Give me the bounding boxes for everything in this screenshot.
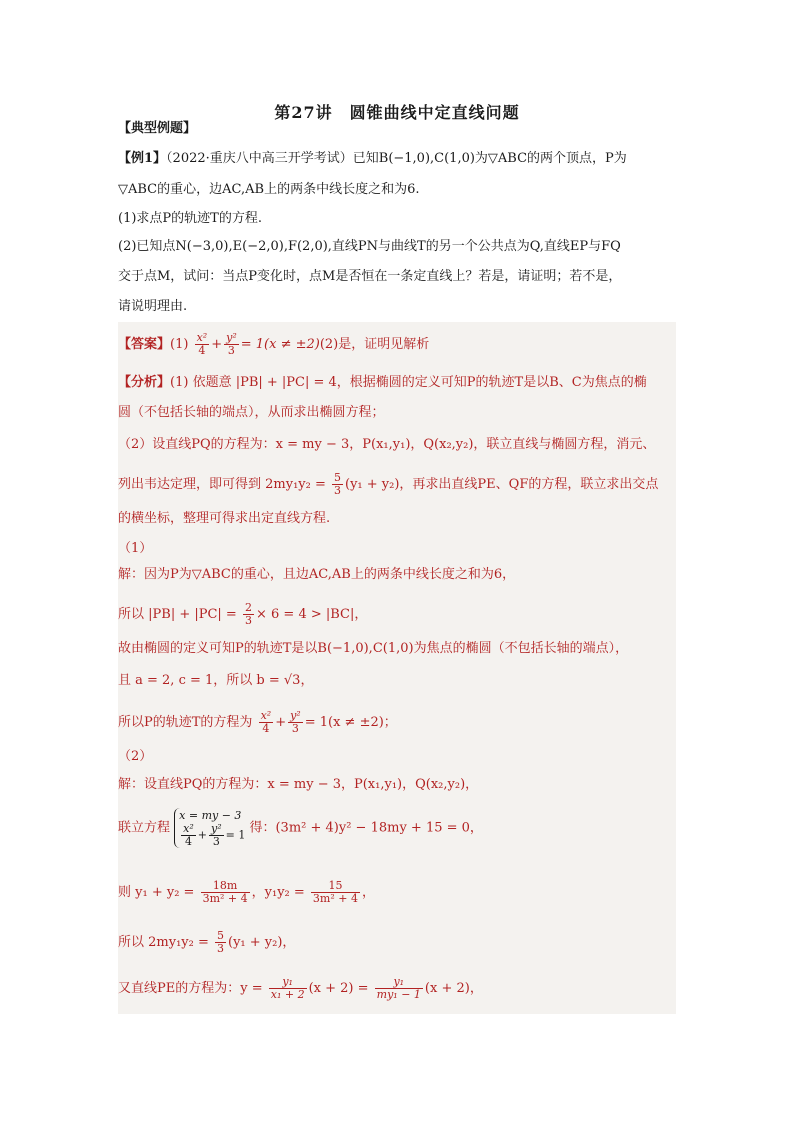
answer-part2: (2)是，证明见解析 xyxy=(319,337,430,352)
solution-1-line-3: 故由椭圆的定义可知P的轨迹T是以B(−1,0),C(1,0)为焦点的椭圆（不包括长轴的端点）， xyxy=(118,641,629,656)
analysis-text-4b: (y₁ + y₂)，再求出直线PE、QF的方程，联立求出交点 xyxy=(345,477,659,492)
fraction-y: $\frac{\text{y²}}{3}$ xyxy=(226,331,237,357)
solution-1-heading: （1） xyxy=(118,541,153,556)
solution-1-text-5a: 所以P的轨迹T的方程为 xyxy=(118,715,253,730)
fraction-x-2: $\frac{\text{x²}}{4}$ xyxy=(260,709,272,735)
fraction-pe-1: $\frac{\text{y₁}}{\text{x₁ + 2}}$ xyxy=(270,975,305,1001)
solution-2-line-5 xyxy=(118,976,483,1001)
fraction-5-3-b: $\frac{5}{3}$ xyxy=(217,929,225,955)
equation-system: x = my − 3 $\frac{\text{x²}}{4}$ + $\frac{\text{y²}}{3}$ = 1 xyxy=(174,808,245,848)
analysis-line-4 xyxy=(118,472,658,497)
solution-1-text-5b: = 1(x ≠ ±2)； xyxy=(304,715,397,730)
question-2-line-1: (2)已知点N(−3,0),E(−2,0),F(2,0),直线PN与曲线T的另一个公共点为Q,直线EP与FQ xyxy=(118,239,621,254)
fraction-y-2: $\frac{\text{y²}}{3}$ xyxy=(290,709,301,735)
solution-1-line-4: 且 a = 2, c = 1，所以 b = √3， xyxy=(118,673,314,688)
answer-equation-rest: = 1(x ≠ ±2) xyxy=(240,337,320,352)
solution-2-text-4a: 所以 2my₁y₂ = xyxy=(118,935,209,950)
answer-panel xyxy=(118,322,676,1014)
fraction-15: $\frac{15}{\text{3m² + 4}}$ xyxy=(312,879,358,905)
solution-2-line-1: 解：设直线PQ的方程为：x = my − 3，P(x₁,y₁)，Q(x₂,y₂)， xyxy=(118,777,479,792)
fraction-y-3: $\frac{\text{y²}}{3}$ xyxy=(211,822,222,848)
problem-line-2: ▽ABC的重心，边AC,AB上的两条中线长度之和为6. xyxy=(118,182,420,197)
solution-2-text-2a: 联立方程 xyxy=(118,820,171,836)
fraction-x-3: $\frac{\text{x²}}{4}$ xyxy=(183,822,194,848)
problem-tag: 【例1】 xyxy=(118,151,167,166)
solution-2-line-2 xyxy=(118,808,483,848)
answer-part1-label: (1) xyxy=(170,337,189,352)
answer-line: 【答案】(1) $\frac{\text{x²}}{4}$ + $\frac{\text{y²}}{3}$ = 1(x ≠ ±2)(2)是，证明见解析 xyxy=(118,331,430,357)
solution-2-text-3a: 则 y₁ + y₂ = xyxy=(118,885,195,900)
fraction-18m: $\frac{18m}{\text{3m² + 4}}$ xyxy=(202,879,248,905)
fraction-5-3: $\frac{5}{3}$ xyxy=(334,471,342,497)
solution-2-text-5a: 又直线PE的方程为：y = xyxy=(118,981,263,996)
fraction-x: $\frac{\text{x²}}{4}$ xyxy=(196,331,208,357)
solution-2-text-5c: (x + 2)， xyxy=(424,981,483,996)
question-1: (1)求点P的轨迹T的方程. xyxy=(118,211,262,226)
solution-2-line-4 xyxy=(118,930,295,955)
section-heading: 【典型例题】 xyxy=(118,121,197,136)
solution-2-text-3b: ，y₁y₂ = xyxy=(251,885,305,900)
solution-2-line-3 xyxy=(118,880,375,905)
solution-2-text-2b: 得：(3m² + 4)y² − 18my + 15 = 0， xyxy=(249,820,483,836)
solution-1-line-2 xyxy=(118,602,367,627)
analysis-text-1: (1) 依题意 |PB| + |PC| = 4，根据椭圆的定义可知P的轨迹T是以B、C为焦点的椭 xyxy=(170,375,647,390)
question-2-line-2: 交于点M，试问：当点P变化时，点M是否恒在一条定直线上？若是，请证明；若不是， xyxy=(118,269,622,284)
analysis-line-3: （2）设直线PQ的方程为：x = my − 3，P(x₁,y₁)，Q(x₂,y₂)，联立直线与椭圆方程，消元、 xyxy=(118,437,656,452)
analysis-text-4a: 列出韦达定理，即可得到 2my₁y₂ = xyxy=(118,477,326,492)
problem-text: （2022·重庆八中高三开学考试）已知B(−1,0),C(1,0)为▽ABC的两个顶点，P为 xyxy=(166,151,627,166)
page-title: 第27讲 圆锥曲线中定直线问题 xyxy=(274,103,520,122)
analysis-line-1 xyxy=(118,374,647,392)
answer-tag: 【答案】 xyxy=(118,337,171,352)
analysis-tag: 【分析】 xyxy=(118,375,171,390)
solution-1-text-2b: × 6 = 4 > |BC|， xyxy=(255,607,368,622)
solution-1-text-2a: 所以 |PB| + |PC| = xyxy=(118,607,237,622)
solution-1-line-1: 解：因为P为▽ABC的重心，且边AC,AB上的两条中线长度之和为6， xyxy=(118,567,516,582)
solution-1-line-5: 所以P的轨迹T的方程为 $\frac{\text{x²}}{4}$ + $\frac{\text{y²}}{3}$ = 1(x ≠ ±2)； xyxy=(118,709,397,735)
problem-line-1 xyxy=(118,150,627,168)
analysis-line-2: 圆（不包括长轴的端点），从而求出椭圆方程； xyxy=(118,405,385,420)
solution-2-text-5b: (x + 2) = xyxy=(308,981,369,996)
solution-2-heading: （2） xyxy=(118,749,153,764)
solution-2-text-3c: ， xyxy=(361,885,375,900)
fraction-pe-2: $\frac{\text{y₁}}{\text{my₁ − 1}}$ xyxy=(376,975,421,1001)
question-2-line-3: 请说明理由. xyxy=(118,299,188,314)
analysis-line-5: 的横坐标，整理可得求出定直线方程. xyxy=(118,511,331,526)
fraction-2-3: $\frac{2}{3}$ xyxy=(244,601,252,627)
solution-2-text-4b: (y₁ + y₂)， xyxy=(228,935,296,950)
